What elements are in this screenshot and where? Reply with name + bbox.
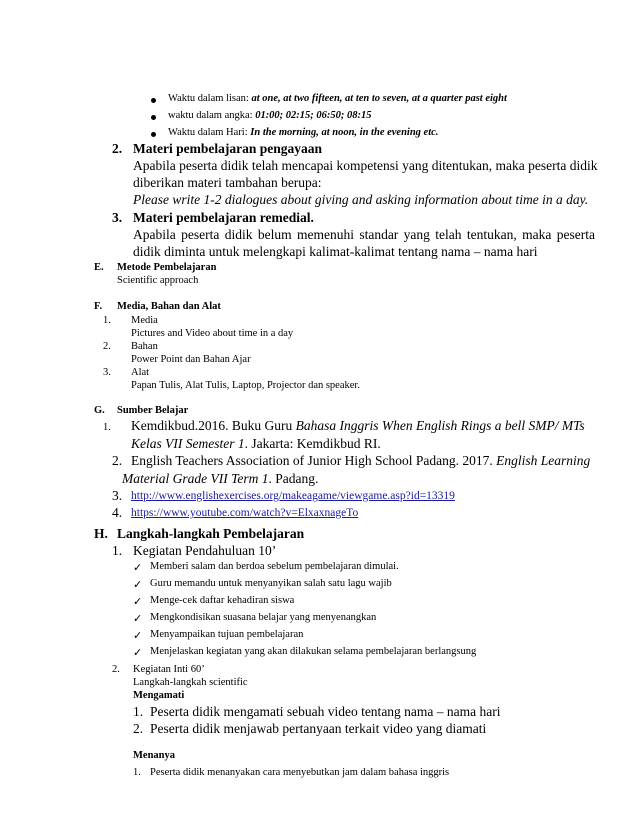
ref-1-line-1	[131, 418, 585, 434]
ref-2-author: English Teachers Association of Junior High School Padang. 2017.	[131, 453, 497, 468]
remedial-line-2: didik diminta untuk melengkapi kalimat-kalimat tentang nama – nama hari	[133, 244, 538, 259]
mengamati-number: 1.	[133, 704, 144, 719]
k1-item: Menyampaikan tujuan pembelajaran	[150, 629, 304, 640]
menanya-title: Menanya	[133, 750, 175, 761]
f-item-desc: Papan Tulis, Alat Tulis, Laptop, Projector dan speaker.	[131, 380, 360, 391]
waktu-hari-value: In the morning, at noon, in the evening etc.	[250, 127, 439, 138]
k1-title: Kegiatan Pendahuluan 10’	[133, 543, 277, 558]
checkmark-icon: ✓	[133, 578, 143, 591]
ref-1-title: Bahasa Inggris When English Rings a bell SMP/ MTs	[295, 418, 585, 433]
f-item-number: 2.	[103, 341, 111, 352]
ref-1-number: 1.	[103, 422, 111, 433]
ref-2-title: English Learning	[496, 453, 591, 468]
k1-number: 1.	[112, 543, 123, 558]
mengamati-number: 2.	[133, 721, 144, 736]
k1-item: Menjelaskan kegiatan yang akan dilakukan selama pembelajaran berlangsung	[150, 646, 477, 657]
checkmark-icon: ✓	[133, 595, 143, 608]
checkmark-icon: ✓	[133, 646, 143, 659]
ref-2-title-cont: Material Grade VII Term 1	[122, 471, 269, 486]
bullet-icon	[151, 98, 156, 103]
waktu-lisan-value: at one, at two fifteen, at ten to seven, at a quarter past eight	[251, 93, 507, 104]
waktu-angka-value: 01:00; 02:15; 06:50; 08:15	[255, 110, 372, 121]
section-f-title: Media, Bahan dan Alat	[117, 301, 221, 312]
menanya-number: 1.	[133, 767, 141, 778]
k1-item: Memberi salam dan berdoa sebelum pembelajaran dimulai.	[150, 561, 399, 572]
ref-3-number: 3.	[112, 488, 123, 503]
menanya-item: Peserta didik menanyakan cara menyebutkan jam dalam bahasa inggris	[150, 767, 450, 778]
waktu-hari-line	[168, 127, 438, 138]
f-item-desc: Pictures and Video about time in a day	[131, 328, 294, 339]
checkmark-icon: ✓	[133, 561, 143, 574]
bullet-icon	[151, 115, 156, 120]
waktu-hari-label: Waktu dalam Hari:	[168, 127, 251, 138]
remedial-line-1: Apabila peserta didik belum memenuhi standar yang telah tentukan, maka peserta	[133, 227, 595, 242]
ref-2-line-1	[131, 453, 590, 469]
ref-1-line-2	[131, 436, 381, 452]
ref-4-line	[131, 507, 358, 519]
pengayaan-line-2: diberikan materi tambahan berupa:	[133, 175, 322, 190]
section-e-body: Scientific approach	[117, 275, 199, 286]
section-g-letter: G.	[94, 405, 105, 416]
waktu-angka-label: waktu dalam angka:	[168, 110, 256, 121]
section-e-title: Metode Pembelajaran	[117, 262, 217, 273]
k2-number: 2.	[112, 664, 120, 675]
k1-item: Mengkondisikan suasana belajar yang menyenangkan	[150, 612, 377, 623]
mengamati-item: Peserta didik menjawab pertanyaan terkait video yang diamati	[150, 721, 487, 736]
checkmark-icon: ✓	[133, 629, 143, 642]
ref-2-place: . Padang.	[268, 471, 319, 486]
bullet-icon	[151, 132, 156, 137]
ref-1-title-cont: Kelas VII Semester 1	[131, 436, 245, 451]
section-h-letter: H.	[94, 526, 108, 541]
k2-subtitle: Langkah-langkah scientific	[133, 677, 248, 688]
materi-number-3: 3.	[112, 210, 123, 225]
ref-2-number: 2.	[112, 453, 123, 468]
section-h-title: Langkah-langkah Pembelajaran	[117, 526, 305, 541]
ref-3-line	[131, 490, 455, 502]
ref-1-author: Kemdikbud.2016. Buku Guru	[131, 418, 296, 433]
mengamati-item: Peserta didik mengamati sebuah video tentang nama – nama hari	[150, 704, 501, 719]
k1-item: Menge-cek daftar kehadiran siswa	[150, 595, 295, 606]
ref-3-link[interactable]: http://www.englishexercises.org/makeagame/viewgame.asp?id=13319	[131, 490, 455, 502]
ref-1-publisher: . Jakarta: Kemdikbud RI.	[244, 436, 381, 451]
k1-item: Guru memandu untuk menyanyikan salah satu lagu wajib	[150, 578, 392, 589]
ref-4-number: 4.	[112, 505, 123, 520]
mengamati-title: Mengamati	[133, 690, 185, 701]
f-item-label: Alat	[131, 367, 150, 378]
f-item-number: 3.	[103, 367, 111, 378]
waktu-lisan-label: Waktu dalam lisan:	[168, 93, 252, 104]
remedial-title: Materi pembelajaran remedial.	[133, 210, 314, 225]
ref-4-link[interactable]: https://www.youtube.com/watch?v=ElxaxnageTo	[131, 507, 359, 519]
k2-title: Kegiatan Inti 60’	[133, 664, 205, 675]
f-item-desc: Power Point dan Bahan Ajar	[131, 354, 251, 365]
ref-2-line-2	[122, 471, 318, 487]
section-e-letter: E.	[94, 262, 104, 273]
pengayaan-task: Please write 1-2 dialogues about giving and asking information about time in a day.	[133, 192, 589, 207]
waktu-lisan-line	[168, 93, 507, 104]
waktu-angka-line	[168, 110, 372, 121]
f-item-label: Bahan	[131, 341, 158, 352]
f-item-label: Media	[131, 315, 158, 326]
checkmark-icon: ✓	[133, 612, 143, 625]
section-f-letter: F.	[94, 301, 103, 312]
section-g-title: Sumber Belajar	[117, 405, 189, 416]
f-item-number: 1.	[103, 315, 111, 326]
pengayaan-line-1: Apabila peserta didik telah mencapai kompetensi yang ditentukan, maka peserta didik	[133, 158, 598, 173]
pengayaan-title: Materi pembelajaran pengayaan	[133, 141, 322, 156]
materi-number-2: 2.	[112, 141, 123, 156]
